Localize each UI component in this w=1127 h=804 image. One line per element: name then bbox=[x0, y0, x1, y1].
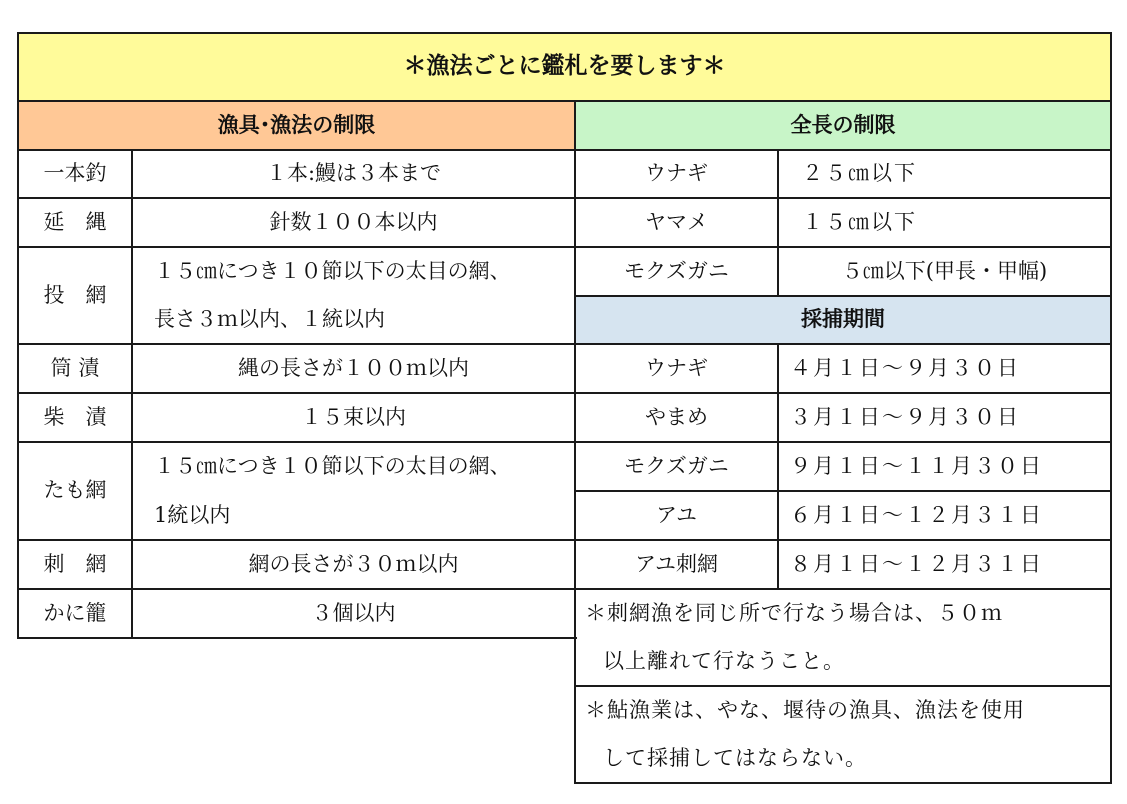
length-species-cell bbox=[575, 150, 778, 198]
gear-limit: 縄の長さが１００ｍ以内 bbox=[238, 355, 469, 380]
gear-limit-line: 長さ３ｍ以内、１統以内 bbox=[154, 307, 385, 332]
gear-method-cell bbox=[18, 247, 132, 344]
gear-method: たも網 bbox=[43, 478, 107, 503]
gear-method-cell bbox=[18, 540, 132, 589]
grid-line bbox=[18, 197, 1112, 199]
gear-header bbox=[18, 101, 575, 150]
gear-method-cell bbox=[18, 198, 132, 247]
gear-method: 筒 漬 bbox=[50, 355, 100, 380]
gear-limit-line: 1統以内 bbox=[154, 502, 231, 527]
note-line: して採捕してはならない。 bbox=[603, 746, 867, 771]
period-dates-cell bbox=[778, 540, 1111, 589]
grid-line bbox=[18, 343, 1112, 345]
gear-limit: １５束以内 bbox=[301, 404, 406, 429]
grid-line bbox=[18, 588, 1112, 590]
grid-line bbox=[18, 392, 1112, 394]
grid-line bbox=[18, 441, 1112, 443]
note-cell bbox=[575, 686, 1111, 783]
gear-method: かに籠 bbox=[43, 600, 107, 625]
length-limit: １５㎝以下 bbox=[802, 209, 917, 234]
grid-line bbox=[777, 149, 779, 296]
period-dates-cell bbox=[778, 393, 1111, 442]
gear-method-cell bbox=[18, 344, 132, 393]
grid-line bbox=[1110, 32, 1112, 784]
gear-limit: 網の長さが３０ｍ以内 bbox=[248, 551, 459, 576]
gear-method-cell bbox=[18, 150, 132, 198]
gear-limit-cell bbox=[132, 247, 575, 344]
grid-line bbox=[18, 539, 1112, 541]
gear-limit-cell bbox=[132, 442, 575, 540]
gear-method: 柴 漬 bbox=[43, 404, 107, 429]
period-header-text: 採捕期間 bbox=[801, 307, 885, 332]
length-limit-cell bbox=[778, 247, 1111, 296]
period-dates: ６月１日～１２月３１日 bbox=[790, 502, 1043, 527]
period-species: ウナギ bbox=[645, 355, 708, 380]
period-species: アユ bbox=[656, 502, 697, 527]
gear-method: 投 網 bbox=[43, 282, 107, 307]
grid-line bbox=[575, 685, 1112, 687]
gear-header-text: 漁具･漁法の制限 bbox=[217, 112, 376, 137]
gear-limit-cell bbox=[132, 393, 575, 442]
period-header bbox=[575, 296, 1111, 344]
gear-method: 一本釣 bbox=[43, 161, 107, 186]
period-dates-cell bbox=[778, 442, 1111, 491]
note-cell bbox=[575, 589, 1111, 686]
grid-line bbox=[575, 782, 1112, 784]
gear-limit: １本:鰻は３本まで bbox=[265, 161, 442, 186]
grid-line bbox=[18, 100, 1112, 102]
grid-line bbox=[777, 343, 779, 589]
length-header bbox=[575, 101, 1111, 150]
grid-line bbox=[18, 246, 1112, 248]
length-limit: ５㎝以下(甲長・甲幅) bbox=[841, 258, 1048, 283]
gear-method: 刺 網 bbox=[43, 551, 107, 576]
length-species-cell bbox=[575, 247, 778, 296]
gear-method: 延 縄 bbox=[43, 209, 107, 234]
grid-line bbox=[575, 490, 1112, 492]
length-species: ヤマメ bbox=[645, 209, 708, 234]
period-dates: ９月１日～１１月３０日 bbox=[790, 453, 1043, 478]
period-species-cell bbox=[575, 344, 778, 393]
length-species: ウナギ bbox=[645, 161, 708, 186]
note-line: 以上離れて行なうこと。 bbox=[603, 649, 845, 674]
grid-line bbox=[575, 295, 1112, 297]
period-dates: ８月１日～１２月３１日 bbox=[790, 551, 1043, 576]
grid-line bbox=[17, 32, 19, 639]
period-dates-cell bbox=[778, 344, 1111, 393]
period-species: やまめ bbox=[645, 404, 708, 429]
gear-limit: ３個以内 bbox=[311, 600, 396, 625]
period-species-cell bbox=[575, 540, 778, 589]
length-species: モクズガニ bbox=[624, 258, 729, 283]
period-species-cell bbox=[575, 491, 778, 540]
length-header-text: 全長の制限 bbox=[790, 112, 896, 137]
note-line: ＊鮎漁業は、やな、堰待の漁具、漁法を使用 bbox=[585, 697, 1025, 722]
grid-line bbox=[18, 637, 577, 639]
period-species-cell bbox=[575, 393, 778, 442]
length-limit-cell bbox=[778, 198, 1111, 247]
period-dates: ４月１日～９月３０日 bbox=[790, 355, 1020, 380]
gear-limit-cell bbox=[132, 589, 575, 638]
length-limit-cell bbox=[778, 150, 1111, 198]
gear-limit-cell bbox=[132, 198, 575, 247]
period-dates-cell bbox=[778, 491, 1111, 540]
grid-line bbox=[574, 100, 576, 784]
gear-limit: 針数１００本以内 bbox=[269, 209, 438, 234]
period-species: モクズガニ bbox=[624, 453, 729, 478]
gear-method-cell bbox=[18, 442, 132, 540]
grid-line bbox=[18, 32, 1112, 34]
gear-method-cell bbox=[18, 589, 132, 638]
grid-line bbox=[18, 149, 1112, 151]
gear-limit-cell bbox=[132, 150, 575, 198]
period-species-cell bbox=[575, 442, 778, 491]
grid-line bbox=[131, 149, 133, 639]
gear-limit-cell bbox=[132, 344, 575, 393]
note-line: ＊刺網漁を同じ所で行なう場合は、５０ｍ bbox=[585, 600, 1003, 625]
length-species-cell bbox=[575, 198, 778, 247]
period-dates: ３月１日～９月３０日 bbox=[790, 404, 1020, 429]
gear-limit-line: １５㎝につき１０節以下の太目の網、 bbox=[154, 453, 511, 478]
gear-method-cell bbox=[18, 393, 132, 442]
title-text: ＊漁法ごとに鑑札を要します＊ bbox=[403, 53, 726, 80]
title-banner bbox=[18, 33, 1111, 101]
gear-limit-cell bbox=[132, 540, 575, 589]
length-limit: ２５㎝以下 bbox=[802, 161, 917, 186]
period-species: アユ刺網 bbox=[635, 551, 718, 576]
gear-limit-line: １５㎝につき１０節以下の太目の網、 bbox=[154, 258, 511, 283]
